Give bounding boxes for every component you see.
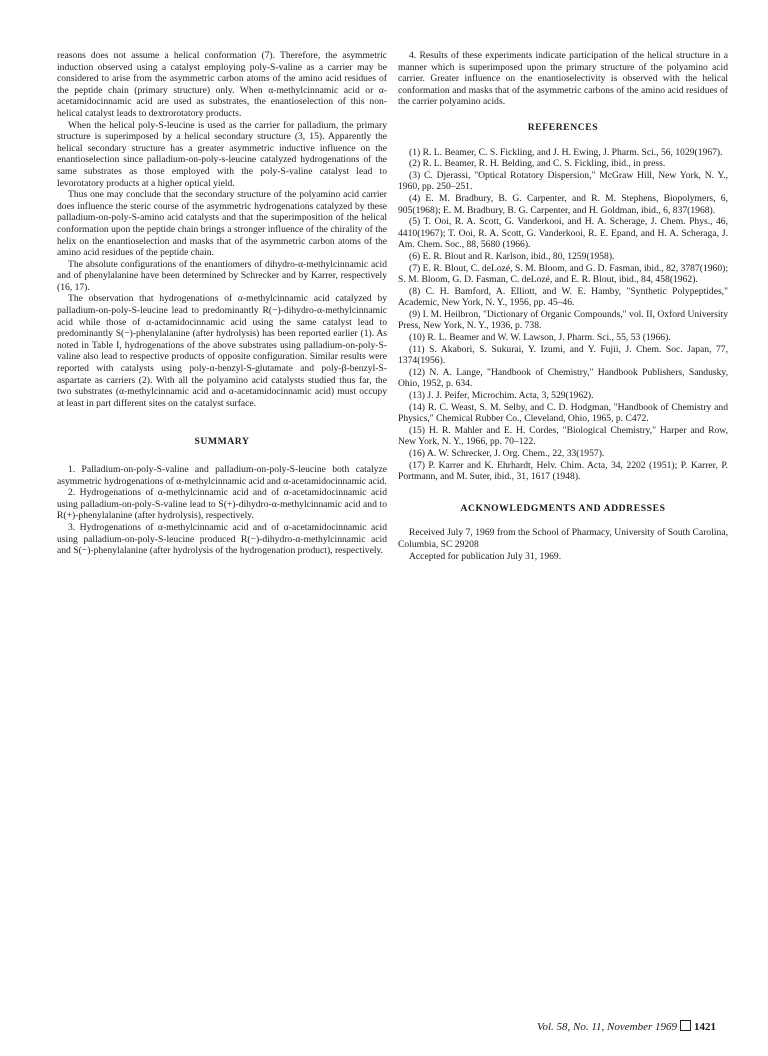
left-column xyxy=(57,50,387,557)
references-list xyxy=(398,147,728,483)
acknowledgments-heading: ACKNOWLEDGMENTS AND ADDRESSES xyxy=(460,502,666,514)
references-heading: REFERENCES xyxy=(527,121,599,133)
reference-9: (9) I. M. Heilbron, "Dictionary of Organic Compounds," vol. II, Oxford University Press, New York, N. Y., 1936, p. 738. xyxy=(398,308,728,332)
summary-item-2: 2. Hydrogenations of α-methylcinnamic acid and of α-acetamidocinnamic acid using palladium-on-poly-S-valine lead to S(+)-dihydro-α-methylcinnamic acid and to R(+)-phenylalanine (after hydrolysis), respectively. xyxy=(57,487,387,522)
reference-13: (13) J. J. Peifer, Microchim. Acta, 3, 529(1962). xyxy=(409,390,594,402)
accepted-note: Accepted for publication July 31, 1969. xyxy=(409,550,562,562)
reference-17: (17) P. Karrer and K. Ehrhardt, Helv. Chim. Acta, 34, 2202 (1951); P. Karrer, P. Portmann, and M. Suter, ibid., 31, 1617 (1948). xyxy=(398,459,728,483)
body-paragraph-1: reasons does not assume a helical conformation (7). Therefore, the asymmetric induction observed using a catalyst employing poly-S-valine as a carrier may be considered to arise from the asymmetric carbon atoms of the amino acid residues of the peptide chain (primary structure) only. When α-methylcinnamic acid or α-acetamidocinnamic acid are used as substrates, the enantioselection of this non-helical catalyst leads to dextrorotatory products. xyxy=(57,50,387,119)
reference-7: (7) E. R. Blout, C. deLozé, S. M. Bloom, and G. D. Fasman, ibid., 82, 3787(1960); S. M. Bloom, G. D. Fasman, C. deLozé, and E. R. Blout, ibid., 84, 458(1962). xyxy=(398,262,728,286)
reference-12: (12) N. A. Lange, "Handbook of Chemistry," Handbook Publishers, Sandusky, Ohio, 1952, p. 634. xyxy=(398,366,728,390)
received-note: Received July 7, 1969 from the School of Pharmacy, University of South Carolina, Columbia, SC 29208 xyxy=(398,527,728,550)
reference-6: (6) E. R. Blout and R. Karlson, ibid., 80, 1259(1958). xyxy=(409,250,615,262)
reference-8: (8) C. H. Bamford, A. Elliott, and W. E. Hamby, "Synthetic Polypeptides," Academic, New York, N. Y., 1956, pp. 45–46. xyxy=(398,285,728,309)
body-paragraph-4: The absolute configurations of the enantiomers of dihydro-α-methylcinnamic acid and of phenylalanine have been determined by Schrecker and by Karrer, respectively (16, 17). xyxy=(57,258,387,293)
reference-16: (16) A. W. Schrecker, J. Org. Chem., 22, 33(1957). xyxy=(409,448,605,459)
body-paragraph-5: The observation that hydrogenations of α-methylcinnamic acid catalyzed by palladium-on-poly-S-leucine lead to predominantly R(−)-dihydro-α-methylcinnamic acid while those of α-actamidocinnamic acid using the same catalyst lead to predominantly S(−)-phenylalanine (after hydrolysis) has been reported earlier (1). As noted in Table I, hydrogenations of the above substrates using palladium-on-poly-S-valine also lead to respective products of opposite configuration. Similar results were reported with catalysts using poly-α-benzyl-S-glutamate and poly-β-benzyl-S-aspartate as carriers (2). With all the polyamino acid catalysts studied thus far, the two substrates (α-methylcinnamic acid and α-acetamidocinnamic acid) must occupy at least in part different sites on the catalyst surface. xyxy=(57,293,387,409)
page-footer xyxy=(537,1020,716,1033)
right-column xyxy=(398,50,728,562)
reference-11: (11) S. Akabori, S. Sukurai, Y. Izumi, and Y. Fujii, J. Chem. Soc. Japan, 77, 1374(1956). xyxy=(398,343,728,367)
journal-info: Vol. 58, No. 11, November 1969 xyxy=(536,1021,677,1033)
body-paragraph-3: Thus one may conclude that the secondary structure of the polyamino acid carrier does influence the steric course of the asymmetric hydrogenations catalyzed by these palladium-on-poly-S-amino acid catalysts and that the superimposition of the helical conformation upon the peptide chain brings a stronger influence of the chirality of the helix on the enantioselection and masks that of the asymmetric carbon atoms of the amino acid residues of the peptide chain. xyxy=(57,189,387,259)
reference-1: (1) R. L. Beamer, C. S. Fickling, and J. H. Ewing, J. Pharm. Sci., 56, 1029(1967). xyxy=(409,146,723,158)
summary-item-3: 3. Hydrogenations of α-methylcinnamic acid and of α-acetamidocinnamic acid using palladium-on-poly-S-leucine produced R(−)-dihydro-α-methylcinnamic acid and S(−)-phenylalanine (after hydrolysis of the hydrogenation product), respectively. xyxy=(57,521,387,557)
reference-14: (14) R. C. Weast, S. M. Selby, and C. D. Hodgman, "Handbook of Chemistry and Physics," Chemical Rubber Co., Cleveland, Ohio, 1965, p. C472. xyxy=(398,401,728,425)
reference-15: (15) H. R. Mahler and E. H. Cordes, "Biological Chemistry," Harper and Row, New York, N. Y., 1966, pp. 70–122. xyxy=(398,424,728,448)
reference-3: (3) C. Djerassi, "Optical Rotatory Dispersion," McGraw Hill, New York, N. Y., 1960, pp. 250–251. xyxy=(398,169,728,193)
page-number: 1421 xyxy=(694,1021,716,1033)
reference-10: (10) R. L. Beamer and W. W. Lawson, J. Pharm. Sci., 55, 53 (1966). xyxy=(409,332,671,344)
reference-5: (5) T. Ooi, R. A. Scott, G. Vanderkooi, and H. A. Scherage, J. Chem. Phys., 46, 4410(1967); T. Ooi, R. A. Scott, G. Vanderkooi, R. E. Epand, and H. A. Scheraga, J. Am. Chem. Soc., 88, 5680 (1966). xyxy=(398,216,728,251)
summary-heading: SUMMARY xyxy=(194,436,250,448)
summary-item-1: 1. Palladium-on-poly-S-valine and palladium-on-poly-S-leucine both catalyze asymmetric hydrogenations of α-methylcinnamic acid and α-acetamidocinnamic acid. xyxy=(57,464,387,487)
body-paragraph-2: When the helical poly-S-leucine is used as the carrier for palladium, the primary structure is superimposed by a helical secondary structure (3, 15). Apparently the helical secondary structure has a greater asymmetric inductive influence on the enantioselection since palladium-on-poly-s-leucine catalyzed hydrogenations of the same substrates as those employed with the poly-S-valine catalyst lead to levorotatory products at a higher optical yield. xyxy=(57,119,387,189)
square-box-icon xyxy=(680,1020,691,1031)
reference-4: (4) E. M. Bradbury, B. G. Carpenter, and R. M. Stephens, Biopolymers, 6, 905(1968); E. M. Bradbury, B. G. Carpenter, and H. Goldman, ibid., 6, 837(1968). xyxy=(398,192,728,216)
reference-2: (2) R. L. Beamer, R. H. Belding, and C. S. Fickling, ibid., in press. xyxy=(409,158,666,170)
summary-item-4: 4. Results of these experiments indicate participation of the helical structure in a manner which is superimposed upon the primary structure of the polyamino acid carrier. Greater influence on the enantioselectivity is observed with the helical conformation and masks that of the asymmetric carbons of the amino acid residues of the carrier polyamino acids. xyxy=(398,50,728,108)
